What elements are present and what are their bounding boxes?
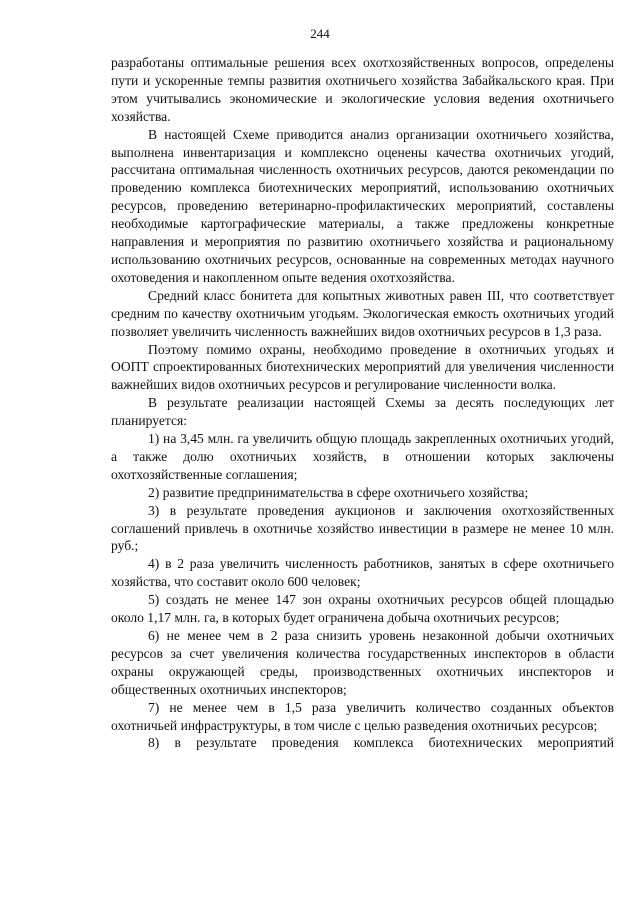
list-item: 2) развитие предпринимательства в сфере охотничьего хозяйства; (148, 484, 529, 500)
list-item: 3) в результате проведения аукционов и заключения охотхозяйственных соглашений привлечь в охотничье хозяйство инвестиции в размере не менее 10 млн. руб.; (111, 502, 614, 554)
body-text (111, 54, 614, 752)
page-number: 244 (310, 26, 330, 41)
list-item: 7) не менее чем в 1,5 раза увеличить количество созданных объектов охотничьей инфраструктуры, в том числе с целью разведения охотничьих ресурсов; (111, 699, 614, 733)
list-item: 5) создать не менее 147 зон охраны охотничьих ресурсов общей площадью около 1,17 млн. га, в которых будет ограничена добыча охотничьих ресурсов; (111, 592, 614, 626)
list-item: 1) на 3,45 млн. га увеличить общую площадь закрепленных охотничьих угодий, а также долю охотничьих хозяйств, в отношении которых заключены охотхозяйственные соглашения; (111, 431, 614, 482)
paragraph: В настоящей Схеме приводится анализ организации охотничьего хозяйства, выполнена инвентаризация и комплексно оценены качества охотничьих угодий, рассчитана оптимальная численность охотничьих ресурсов, даются рекомендации по проведению комплекса биотехнических мероприятий, использованию охотничьих ресурсов, проведению ветеринарно-профилактических мероприятий, составлены необходимые картографические материалы, а также предложены конкретные направления и мероприятия по развитию охотничьего хозяйства и рациональному использованию охотничьих ресурсов, основанные на современных методах научного охотоведения и накопленном опыте ведения охотхозяйства. (111, 126, 614, 285)
paragraph: Поэтому помимо охраны, необходимо проведение в охотничьих угодьях и ООПТ спроектированных биотехнических мероприятий для увеличения численности важнейших видов охотничьих ресурсов и регулирование численности волка. (111, 341, 614, 393)
paragraph: Средний класс бонитета для копытных животных равен III, что соответствует средним по качеству охотничьим угодьям. Экологическая емкость охотничьих угодий позволяет увеличить численность важнейших видов охотничьих ресурсов в 1,3 раза. (111, 287, 614, 339)
paragraph: разработаны оптимальные решения всех охотхозяйственных вопросов, определены пути и ускоренные темпы развития охотничьего хозяйства Забайкальского края. При этом учитывались экономические и экологические условия ведения охотничьего хозяйства. (111, 55, 614, 124)
paragraph: В результате реализации настоящей Схемы за десять последующих лет планируется: (111, 395, 614, 429)
list-item: 8) в результате проведения комплекса биотехнических мероприятий (148, 735, 614, 751)
list-item: 4) в 2 раза увеличить численность работников, занятых в сфере охотничьего хозяйства, что составит около 600 человек; (111, 556, 614, 590)
list-item: 6) не менее чем в 2 раза снизить уровень незаконной добычи охотничьих ресурсов за счет увеличения количества государственных инспекторов в области охраны окружающей среды, производственных охотничьих инспекторов и общественных охотничьих инспекторов; (111, 628, 614, 697)
